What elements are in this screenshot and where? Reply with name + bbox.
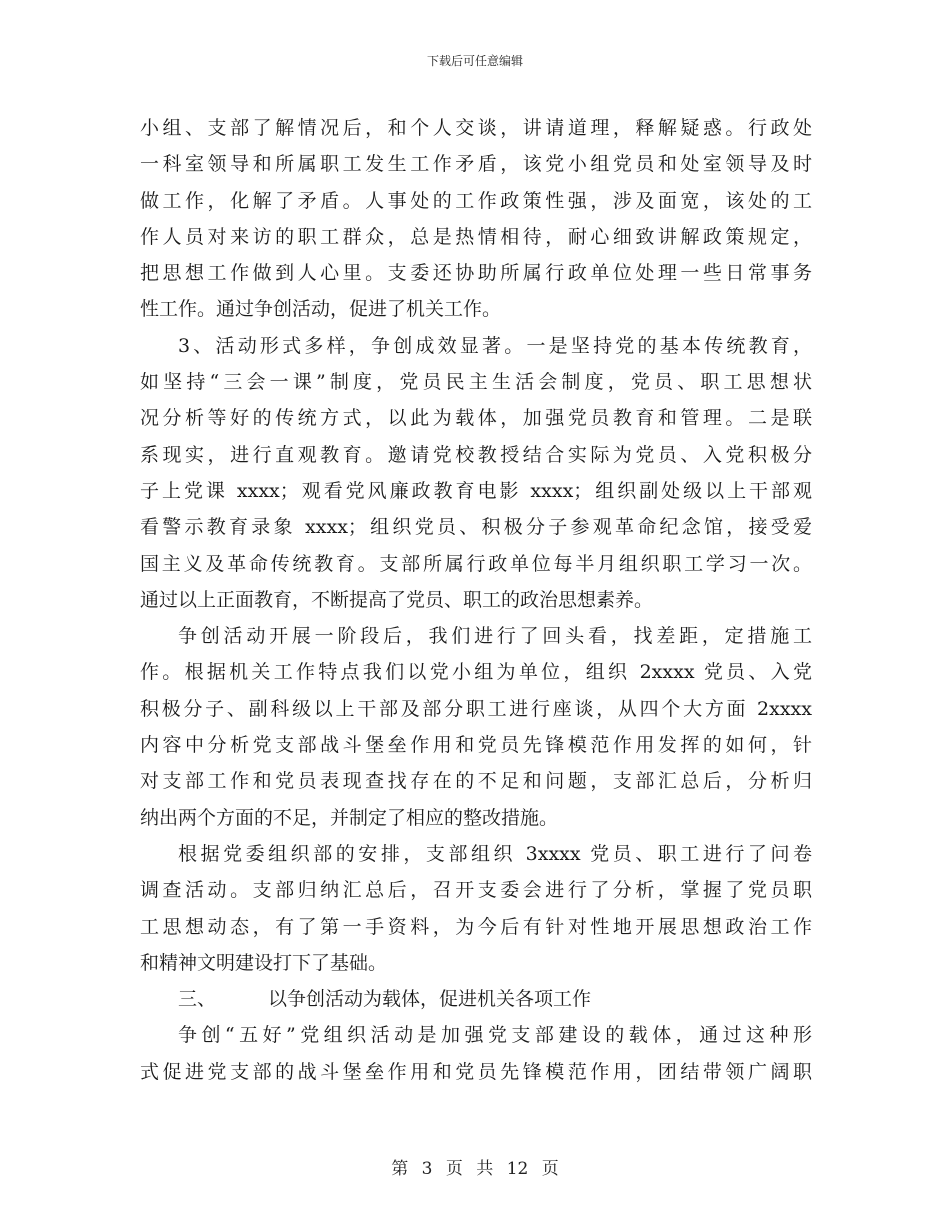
text-line: 做工作，化解了矛盾。人事处的工作政策性强，涉及面宽，该处的工: [140, 189, 812, 212]
section-heading-number: 三、: [178, 988, 217, 1011]
text-line: 工思想动态，有了第一手资料，为今后有针对性地开展思想政治工作: [140, 915, 812, 938]
text-line: 一科室领导和所属职工发生工作矛盾，该党小组党员和处室领导及时: [140, 153, 812, 176]
text-line: 系现实，进行直观教育。邀请党校教授结合实际为党员、入党积极分: [140, 443, 812, 466]
footer-page-prefix: 第: [391, 1159, 409, 1179]
text-line: 式促进党支部的战斗堡垒作用和党员先锋模范作用，团结带领广阔职: [140, 1060, 812, 1083]
text-line: 纳出两个方面的不足，并制定了相应的整改措施。: [140, 806, 559, 829]
section-heading: [140, 981, 812, 1017]
text-line: 况分析等好的传统方式，以此为载体，加强党员教育和管理。二是联: [140, 407, 812, 430]
text-line: 争创“五好”党组织活动是加强党支部建设的载体，通过这种形: [178, 1024, 812, 1047]
text-line: 对支部工作和党员表现查找存在的不足和问题，支部汇总后，分析归: [140, 770, 812, 793]
text-line: 性工作。通过争创活动，促进了机关工作。: [140, 298, 502, 321]
text-line: 子上党课 xxxx；观看党风廉政教育电影 xxxx；组织副处级以上干部观: [140, 479, 812, 502]
page-header: 下载后可任意编辑: [426, 54, 523, 68]
section-heading-title: 以争创活动为载体，促进机关各项工作: [268, 988, 592, 1011]
text-line: 和精神文明建设打下了基础。: [140, 951, 388, 974]
text-line: 作。根据机关工作特点我们以党小组为单位，组织 2xxxx 党员、入党: [140, 661, 812, 684]
page-footer: [0, 1154, 950, 1179]
text-line: 根据党委组织部的安排，支部组织 3xxxx 党员、职工进行了问卷: [178, 842, 812, 865]
text-line: 3、活动形式多样，争创成效显著。一是坚持党的基本传统教育，: [178, 334, 812, 357]
text-line: 通过以上正面教育，不断提高了党员、职工的政治思想素养。: [140, 588, 654, 611]
text-line: 看警示教育录象 xxxx；组织党员、积极分子参观革命纪念馆，接受爱: [140, 516, 812, 539]
footer-total-suffix: 页: [541, 1159, 559, 1179]
footer-page-mid: 页: [445, 1159, 463, 1179]
text-line: 小组、支部了解情况后，和个人交谈，讲请道理，释解疑惑。行政处: [140, 117, 812, 139]
document-body: [140, 110, 812, 1090]
paragraph-block-after-heading: [140, 1017, 812, 1090]
footer-total-pages: 12: [506, 1159, 529, 1179]
text-line: 争创活动开展一阶段后，我们进行了回头看，找差距，定措施工: [178, 625, 812, 648]
text-line: 内容中分析党支部战斗堡垒作用和党员先锋模范作用发挥的如何，针: [140, 734, 812, 757]
footer-total-prefix: 共: [476, 1159, 494, 1179]
text-line: 如坚持“三会一课”制度，党员民主生活会制度，党员、职工思想状: [140, 371, 812, 394]
text-line: 积极分子、副科级以上干部及部分职工进行座谈，从四个大方面 2xxxx: [140, 697, 812, 720]
text-line: 调查活动。支部归纳汇总后，召开支委会进行了分析，掌握了党员职: [140, 879, 812, 902]
text-line: 把思想工作做到人心里。支委还协助所属行政单位处理一些日常事务: [140, 262, 812, 285]
text-line: 作人员对来访的职工群众，总是热情相待，耐心细致讲解政策规定，: [140, 225, 812, 248]
footer-page-number: 3: [421, 1159, 433, 1179]
text-line: 国主义及革命传统教育。支部所属行政单位每半月组织职工学习一次。: [140, 552, 812, 575]
paragraph-block-before-heading: [140, 110, 812, 981]
